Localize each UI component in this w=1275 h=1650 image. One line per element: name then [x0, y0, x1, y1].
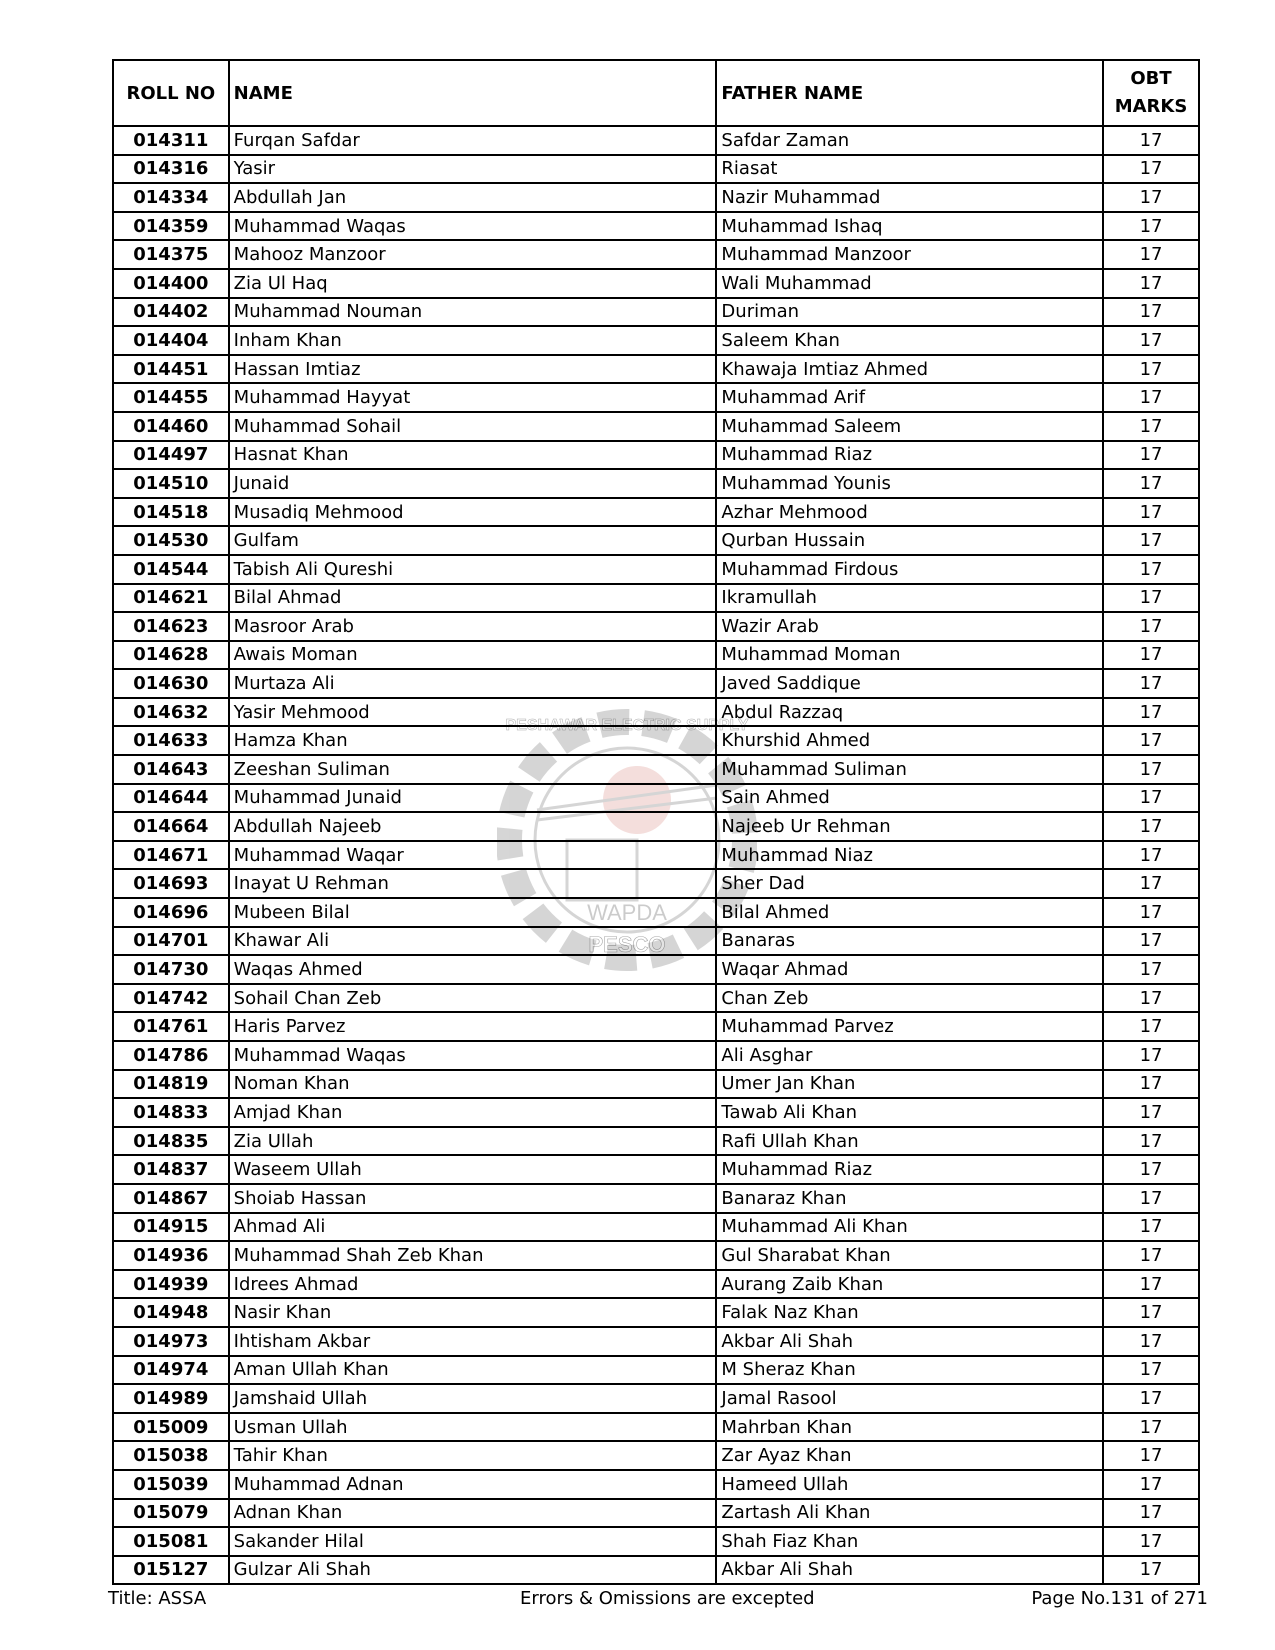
father-name-cell: Khawaja Imtiaz Ahmed — [716, 355, 1103, 384]
obt-marks-cell: 17 — [1103, 1270, 1199, 1299]
father-name-cell: Banaras — [716, 927, 1103, 956]
name-cell: Gulfam — [229, 526, 717, 555]
table-row — [113, 1327, 1199, 1356]
obt-marks-cell: 17 — [1103, 955, 1199, 984]
table-row — [113, 1527, 1199, 1556]
father-name-cell: Muhammad Saleem — [716, 412, 1103, 441]
name-cell: Furqan Safdar — [229, 126, 717, 155]
table-header-row — [113, 60, 1199, 126]
obt-marks-cell: 17 — [1103, 412, 1199, 441]
table-row — [113, 1556, 1199, 1585]
roll-no-cell: 014628 — [113, 641, 229, 670]
father-name-cell: Zartash Ali Khan — [716, 1499, 1103, 1528]
roll-no-cell: 014973 — [113, 1327, 229, 1356]
table-row — [113, 1413, 1199, 1442]
header-obt-line2: MARKS — [1114, 96, 1188, 117]
obt-marks-cell: 17 — [1103, 869, 1199, 898]
name-cell: Waseem Ullah — [229, 1155, 717, 1184]
father-name-cell: Rafi Ullah Khan — [716, 1127, 1103, 1156]
header-roll-no: ROLL NO — [113, 60, 229, 126]
roll-no-cell: 014644 — [113, 784, 229, 813]
name-cell: Mahooz Manzoor — [229, 240, 717, 269]
obt-marks-cell: 17 — [1103, 1012, 1199, 1041]
roll-no-cell: 014630 — [113, 669, 229, 698]
roll-no-cell: 014334 — [113, 183, 229, 212]
obt-marks-cell: 17 — [1103, 927, 1199, 956]
watermark-wapda-text: WAPDA — [587, 900, 667, 925]
header-name: NAME — [229, 60, 717, 126]
father-name-cell: Muhammad Niaz — [716, 841, 1103, 870]
obt-marks-cell: 17 — [1103, 1384, 1199, 1413]
roll-no-cell: 015127 — [113, 1556, 229, 1585]
name-cell: Shoiab Hassan — [229, 1184, 717, 1213]
table-row — [113, 698, 1199, 727]
table-row — [113, 269, 1199, 298]
roll-no-cell: 015038 — [113, 1441, 229, 1470]
obt-marks-cell: 17 — [1103, 526, 1199, 555]
roll-no-cell: 014939 — [113, 1270, 229, 1299]
name-cell: Gulzar Ali Shah — [229, 1556, 717, 1585]
table-row — [113, 155, 1199, 184]
obt-marks-cell: 17 — [1103, 612, 1199, 641]
obt-marks-cell: 17 — [1103, 641, 1199, 670]
name-cell: Hasnat Khan — [229, 441, 717, 470]
name-cell: Tahir Khan — [229, 1441, 717, 1470]
father-name-cell: M Sheraz Khan — [716, 1356, 1103, 1385]
table-row — [113, 1470, 1199, 1499]
roll-no-cell: 014632 — [113, 698, 229, 727]
obt-marks-cell: 17 — [1103, 1499, 1199, 1528]
obt-marks-cell: 17 — [1103, 269, 1199, 298]
results-table — [112, 59, 1200, 1585]
father-name-cell: Hameed Ullah — [716, 1470, 1103, 1499]
roll-no-cell: 014701 — [113, 927, 229, 956]
roll-no-cell: 015039 — [113, 1470, 229, 1499]
roll-no-cell: 014671 — [113, 841, 229, 870]
name-cell: Masroor Arab — [229, 612, 717, 641]
table-row — [113, 355, 1199, 384]
father-name-cell: Sain Ahmed — [716, 784, 1103, 813]
obt-marks-cell: 17 — [1103, 726, 1199, 755]
obt-marks-cell: 17 — [1103, 812, 1199, 841]
roll-no-cell: 014835 — [113, 1127, 229, 1156]
name-cell: Khawar Ali — [229, 927, 717, 956]
roll-no-cell: 014664 — [113, 812, 229, 841]
roll-no-cell: 014742 — [113, 984, 229, 1013]
roll-no-cell: 015081 — [113, 1527, 229, 1556]
obt-marks-cell: 17 — [1103, 698, 1199, 727]
obt-marks-cell: 17 — [1103, 841, 1199, 870]
obt-marks-cell: 17 — [1103, 1441, 1199, 1470]
father-name-cell: Muhammad Ishaq — [716, 212, 1103, 241]
table-row — [113, 1270, 1199, 1299]
roll-no-cell: 014455 — [113, 383, 229, 412]
obt-marks-cell: 17 — [1103, 183, 1199, 212]
name-cell: Inham Khan — [229, 326, 717, 355]
obt-marks-cell: 17 — [1103, 584, 1199, 613]
father-name-cell: Qurban Hussain — [716, 526, 1103, 555]
roll-no-cell: 014693 — [113, 869, 229, 898]
table-row — [113, 812, 1199, 841]
table-body — [113, 126, 1199, 1584]
table-row — [113, 498, 1199, 527]
name-cell: Muhammad Adnan — [229, 1470, 717, 1499]
name-cell: Sakander Hilal — [229, 1527, 717, 1556]
table-row — [113, 1155, 1199, 1184]
father-name-cell: Nazir Muhammad — [716, 183, 1103, 212]
name-cell: Musadiq Mehmood — [229, 498, 717, 527]
name-cell: Usman Ullah — [229, 1413, 717, 1442]
father-name-cell: Muhammad Riaz — [716, 1155, 1103, 1184]
table-row — [113, 927, 1199, 956]
father-name-cell: Muhammad Ali Khan — [716, 1213, 1103, 1242]
footer-page-number: Page No.131 of 271 — [1031, 1588, 1208, 1609]
father-name-cell: Najeeb Ur Rehman — [716, 812, 1103, 841]
name-cell: Inayat U Rehman — [229, 869, 717, 898]
roll-no-cell: 014696 — [113, 898, 229, 927]
table-row — [113, 641, 1199, 670]
name-cell: Muhammad Hayyat — [229, 383, 717, 412]
obt-marks-cell: 17 — [1103, 441, 1199, 470]
father-name-cell: Muhammad Parvez — [716, 1012, 1103, 1041]
name-cell: Waqas Ahmed — [229, 955, 717, 984]
name-cell: Zia Ul Haq — [229, 269, 717, 298]
father-name-cell: Muhammad Riaz — [716, 441, 1103, 470]
roll-no-cell: 014819 — [113, 1070, 229, 1099]
father-name-cell: Tawab Ali Khan — [716, 1098, 1103, 1127]
obt-marks-cell: 17 — [1103, 126, 1199, 155]
table-row — [113, 1098, 1199, 1127]
roll-no-cell: 014544 — [113, 555, 229, 584]
roll-no-cell: 014623 — [113, 612, 229, 641]
name-cell: Amjad Khan — [229, 1098, 717, 1127]
obt-marks-cell: 17 — [1103, 984, 1199, 1013]
obt-marks-cell: 17 — [1103, 1527, 1199, 1556]
name-cell: Aman Ullah Khan — [229, 1356, 717, 1385]
name-cell: Haris Parvez — [229, 1012, 717, 1041]
roll-no-cell: 014948 — [113, 1298, 229, 1327]
name-cell: Yasir — [229, 155, 717, 184]
name-cell: Ahmad Ali — [229, 1213, 717, 1242]
obt-marks-cell: 17 — [1103, 1356, 1199, 1385]
name-cell: Muhammad Nouman — [229, 298, 717, 327]
roll-no-cell: 014510 — [113, 469, 229, 498]
obt-marks-cell: 17 — [1103, 298, 1199, 327]
obt-marks-cell: 17 — [1103, 555, 1199, 584]
father-name-cell: Aurang Zaib Khan — [716, 1270, 1103, 1299]
name-cell: Hamza Khan — [229, 726, 717, 755]
name-cell: Bilal Ahmad — [229, 584, 717, 613]
table-row — [113, 441, 1199, 470]
father-name-cell: Bilal Ahmed — [716, 898, 1103, 927]
table-row — [113, 1070, 1199, 1099]
table-row — [113, 669, 1199, 698]
father-name-cell: Umer Jan Khan — [716, 1070, 1103, 1099]
table-row — [113, 1213, 1199, 1242]
table-row — [113, 126, 1199, 155]
table-row — [113, 755, 1199, 784]
roll-no-cell: 014786 — [113, 1041, 229, 1070]
obt-marks-cell: 17 — [1103, 1298, 1199, 1327]
name-cell: Mubeen Bilal — [229, 898, 717, 927]
roll-no-cell: 014621 — [113, 584, 229, 613]
roll-no-cell: 014989 — [113, 1384, 229, 1413]
name-cell: Idrees Ahmad — [229, 1270, 717, 1299]
roll-no-cell: 014359 — [113, 212, 229, 241]
table-row — [113, 1012, 1199, 1041]
name-cell: Abdullah Jan — [229, 183, 717, 212]
roll-no-cell: 014936 — [113, 1241, 229, 1270]
obt-marks-cell: 17 — [1103, 469, 1199, 498]
table-row — [113, 1298, 1199, 1327]
name-cell: Abdullah Najeeb — [229, 812, 717, 841]
header-obt-marks — [1103, 60, 1199, 126]
name-cell: Jamshaid Ullah — [229, 1384, 717, 1413]
table-row — [113, 1356, 1199, 1385]
table-row — [113, 869, 1199, 898]
obt-marks-cell: 17 — [1103, 1155, 1199, 1184]
father-name-cell: Shah Fiaz Khan — [716, 1527, 1103, 1556]
name-cell: Ihtisham Akbar — [229, 1327, 717, 1356]
table-row — [113, 555, 1199, 584]
father-name-cell: Muhammad Manzoor — [716, 240, 1103, 269]
father-name-cell: Zar Ayaz Khan — [716, 1441, 1103, 1470]
table-row — [113, 955, 1199, 984]
father-name-cell: Falak Naz Khan — [716, 1298, 1103, 1327]
table-row — [113, 469, 1199, 498]
obt-marks-cell: 17 — [1103, 383, 1199, 412]
obt-marks-cell: 17 — [1103, 1413, 1199, 1442]
name-cell: Sohail Chan Zeb — [229, 984, 717, 1013]
obt-marks-cell: 17 — [1103, 755, 1199, 784]
roll-no-cell: 014867 — [113, 1184, 229, 1213]
father-name-cell: Akbar Ali Shah — [716, 1556, 1103, 1585]
obt-marks-cell: 17 — [1103, 498, 1199, 527]
obt-marks-cell: 17 — [1103, 212, 1199, 241]
table-row — [113, 240, 1199, 269]
roll-no-cell: 014400 — [113, 269, 229, 298]
table-row — [113, 526, 1199, 555]
table-row — [113, 1041, 1199, 1070]
table-row — [113, 326, 1199, 355]
roll-no-cell: 014643 — [113, 755, 229, 784]
table-row — [113, 383, 1199, 412]
table-row — [113, 784, 1199, 813]
father-name-cell: Duriman — [716, 298, 1103, 327]
roll-no-cell: 014316 — [113, 155, 229, 184]
roll-no-cell: 014633 — [113, 726, 229, 755]
table-row — [113, 1184, 1199, 1213]
father-name-cell: Saleem Khan — [716, 326, 1103, 355]
roll-no-cell: 014451 — [113, 355, 229, 384]
roll-no-cell: 014460 — [113, 412, 229, 441]
roll-no-cell: 014837 — [113, 1155, 229, 1184]
father-name-cell: Gul Sharabat Khan — [716, 1241, 1103, 1270]
roll-no-cell: 014833 — [113, 1098, 229, 1127]
father-name-cell: Muhammad Younis — [716, 469, 1103, 498]
obt-marks-cell: 17 — [1103, 1470, 1199, 1499]
roll-no-cell: 014497 — [113, 441, 229, 470]
obt-marks-cell: 17 — [1103, 1556, 1199, 1585]
name-cell: Nasir Khan — [229, 1298, 717, 1327]
obt-marks-cell: 17 — [1103, 1070, 1199, 1099]
name-cell: Muhammad Waqas — [229, 1041, 717, 1070]
table-row — [113, 1441, 1199, 1470]
table-row — [113, 612, 1199, 641]
father-name-cell: Wali Muhammad — [716, 269, 1103, 298]
obt-marks-cell: 17 — [1103, 898, 1199, 927]
name-cell: Adnan Khan — [229, 1499, 717, 1528]
father-name-cell: Safdar Zaman — [716, 126, 1103, 155]
roll-no-cell: 014311 — [113, 126, 229, 155]
father-name-cell: Sher Dad — [716, 869, 1103, 898]
roll-no-cell: 014402 — [113, 298, 229, 327]
obt-marks-cell: 17 — [1103, 1041, 1199, 1070]
header-obt-line1: OBT — [1130, 68, 1172, 89]
father-name-cell: Riasat — [716, 155, 1103, 184]
obt-marks-cell: 17 — [1103, 1213, 1199, 1242]
father-name-cell: Khurshid Ahmed — [716, 726, 1103, 755]
father-name-cell: Muhammad Firdous — [716, 555, 1103, 584]
roll-no-cell: 014730 — [113, 955, 229, 984]
father-name-cell: Muhammad Moman — [716, 641, 1103, 670]
name-cell: Muhammad Waqas — [229, 212, 717, 241]
obt-marks-cell: 17 — [1103, 1184, 1199, 1213]
father-name-cell: Ikramullah — [716, 584, 1103, 613]
father-name-cell: Wazir Arab — [716, 612, 1103, 641]
table-row — [113, 726, 1199, 755]
obt-marks-cell: 17 — [1103, 326, 1199, 355]
roll-no-cell: 014530 — [113, 526, 229, 555]
table-row — [113, 1241, 1199, 1270]
name-cell: Murtaza Ali — [229, 669, 717, 698]
roll-no-cell: 015079 — [113, 1499, 229, 1528]
name-cell: Muhammad Waqar — [229, 841, 717, 870]
name-cell: Muhammad Junaid — [229, 784, 717, 813]
father-name-cell: Jamal Rasool — [716, 1384, 1103, 1413]
father-name-cell: Akbar Ali Shah — [716, 1327, 1103, 1356]
watermark-arc-text: PESHAWAR ELECTRIC SUPPLY — [505, 717, 749, 734]
table-row — [113, 1384, 1199, 1413]
name-cell: Zia Ullah — [229, 1127, 717, 1156]
table-row — [113, 412, 1199, 441]
father-name-cell: Waqar Ahmad — [716, 955, 1103, 984]
roll-no-cell: 014915 — [113, 1213, 229, 1242]
table-row — [113, 898, 1199, 927]
footer-note: Errors & Omissions are excepted — [520, 1588, 815, 1609]
father-name-cell: Ali Asghar — [716, 1041, 1103, 1070]
roll-no-cell: 014518 — [113, 498, 229, 527]
roll-no-cell: 014974 — [113, 1356, 229, 1385]
table-row — [113, 183, 1199, 212]
obt-marks-cell: 17 — [1103, 240, 1199, 269]
obt-marks-cell: 17 — [1103, 669, 1199, 698]
father-name-cell: Mahrban Khan — [716, 1413, 1103, 1442]
name-cell: Muhammad Sohail — [229, 412, 717, 441]
table-row — [113, 298, 1199, 327]
name-cell: Tabish Ali Qureshi — [229, 555, 717, 584]
father-name-cell: Javed Saddique — [716, 669, 1103, 698]
father-name-cell: Muhammad Arif — [716, 383, 1103, 412]
roll-no-cell: 014761 — [113, 1012, 229, 1041]
obt-marks-cell: 17 — [1103, 355, 1199, 384]
obt-marks-cell: 17 — [1103, 1327, 1199, 1356]
father-name-cell: Muhammad Suliman — [716, 755, 1103, 784]
roll-no-cell: 014375 — [113, 240, 229, 269]
father-name-cell: Chan Zeb — [716, 984, 1103, 1013]
name-cell: Zeeshan Suliman — [229, 755, 717, 784]
name-cell: Awais Moman — [229, 641, 717, 670]
table-row — [113, 212, 1199, 241]
father-name-cell: Abdul Razzaq — [716, 698, 1103, 727]
name-cell: Muhammad Shah Zeb Khan — [229, 1241, 717, 1270]
table-row — [113, 1127, 1199, 1156]
roll-no-cell: 015009 — [113, 1413, 229, 1442]
name-cell: Hassan Imtiaz — [229, 355, 717, 384]
header-father-name: FATHER NAME — [716, 60, 1103, 126]
obt-marks-cell: 17 — [1103, 784, 1199, 813]
table-row — [113, 1499, 1199, 1528]
obt-marks-cell: 17 — [1103, 155, 1199, 184]
name-cell: Yasir Mehmood — [229, 698, 717, 727]
father-name-cell: Azhar Mehmood — [716, 498, 1103, 527]
obt-marks-cell: 17 — [1103, 1241, 1199, 1270]
obt-marks-cell: 17 — [1103, 1127, 1199, 1156]
watermark-pesco-text: PESCO — [588, 932, 666, 957]
name-cell: Noman Khan — [229, 1070, 717, 1099]
table-row — [113, 984, 1199, 1013]
footer-title: Title: ASSA — [108, 1588, 207, 1609]
father-name-cell: Banaraz Khan — [716, 1184, 1103, 1213]
name-cell: Junaid — [229, 469, 717, 498]
roll-no-cell: 014404 — [113, 326, 229, 355]
obt-marks-cell: 17 — [1103, 1098, 1199, 1127]
table-row — [113, 584, 1199, 613]
table-row — [113, 841, 1199, 870]
